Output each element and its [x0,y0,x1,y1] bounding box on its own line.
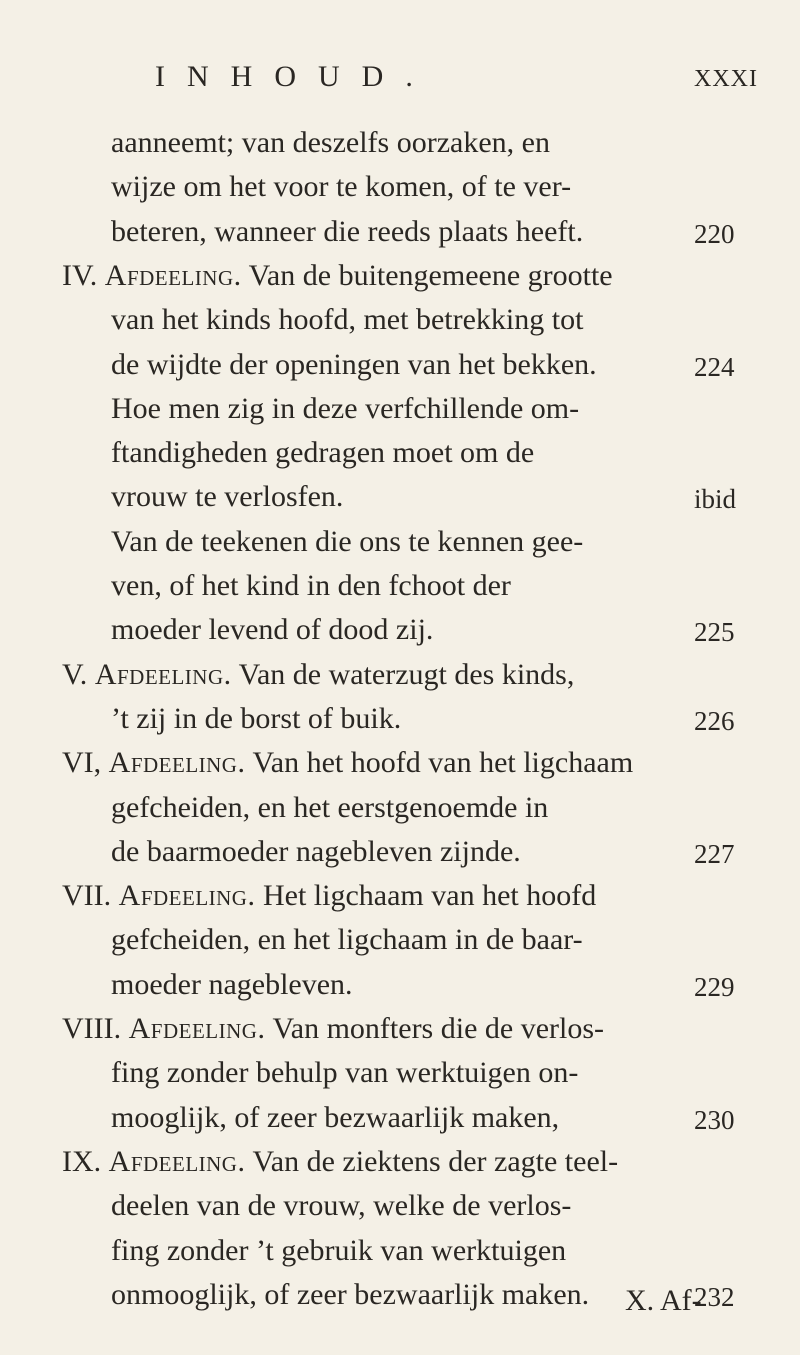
toc-line [111,571,511,601]
toc-line [62,261,613,291]
toc-line [111,1191,571,1221]
toc-page-number: 232 [694,1282,735,1312]
toc-line-text: aanneemt; van deszelfs oorzaken, en [111,126,550,159]
toc-line-text: ftandigheden gedragen moet om de [111,436,535,469]
toc-line-text: de wijdte der openingen van het bekken. [111,348,597,381]
toc-page-number: 229 [694,972,735,1002]
page-folio: XXXI [694,66,758,92]
toc-line-text: Van de buitengemeene grootte [248,259,613,292]
toc-line [111,793,548,823]
toc-line [111,837,521,867]
section-label: Afdeeling. [108,746,246,779]
toc-line [111,128,550,158]
toc-line-text: gefcheiden, en het ligchaam in de baar- [111,923,583,956]
toc-line-text: Van het hoofd van het ligchaam [252,746,634,779]
toc-page-number: ibid [694,484,737,514]
toc-line-text: Het ligchaam van het hoofd [262,879,597,912]
toc-line-text: van het kinds hoofd, met betrekking tot [111,303,584,336]
section-number: IV. [62,259,98,292]
toc-line [62,881,596,911]
toc-line [111,350,597,380]
toc-page-number: 226 [694,706,735,736]
toc-line [62,1014,604,1044]
toc-line-text: vrouw te verlosfen. [111,480,344,513]
catchword: X. Af- [625,1284,702,1317]
toc-line [111,704,401,734]
toc-line-text: fing zonder ’t gebruik van werktuigen [111,1234,567,1267]
toc-page-number: 220 [694,219,735,249]
toc-line [111,970,353,1000]
section-label: Afdeeling. [104,259,242,292]
toc-line-text: fing zonder behulp van werktuigen on- [111,1056,579,1089]
toc-line [111,394,579,424]
running-title: INHOUD. [155,60,435,93]
toc-line [111,925,583,955]
toc-line-text: de baarmoeder nagebleven zijnde. [111,835,521,868]
toc-line [111,1236,566,1266]
toc-line [62,748,633,778]
toc-line [111,1280,589,1310]
toc-line [111,217,583,247]
toc-line-text: Van de waterzugt des kinds, [238,658,575,691]
toc-line-text: Van monfters die de verlos- [272,1012,605,1045]
toc-page-number: 230 [694,1105,735,1135]
toc-line-text: ’t zij in de borst of buik. [111,702,402,735]
toc-line-text: ven, of het kind in den fchoot der [111,569,511,602]
toc-line [62,660,574,690]
toc-line [111,305,583,335]
toc-line [111,527,583,557]
toc-line-text: moeder nagebleven. [111,968,353,1001]
toc-line-text: gefcheiden, en het eerstgenoemde in [111,791,549,824]
toc-line-text: Hoe men zig in deze verfchillende om- [111,392,580,425]
section-label: Afdeeling. [108,1145,246,1178]
toc-line-text: Van de teekenen die ons te kennen gee- [111,525,584,558]
toc-page-number: 227 [694,839,735,869]
toc-line [111,615,433,645]
section-label: Afdeeling. [94,658,232,691]
toc-line [62,1147,618,1177]
toc-line-text: Van de ziektens der zagte teel- [252,1145,619,1178]
toc-line [111,1103,559,1133]
toc-line [111,438,534,468]
toc-line-text: onmooglijk, of zeer bezwaarlijk maken. [111,1278,590,1311]
toc-line [111,1058,578,1088]
toc-line-text: beteren, wanneer die reeds plaats heeft. [111,215,584,248]
section-number: VI, [62,746,102,779]
section-number: V. [62,658,88,691]
toc-page-number: 225 [694,617,735,647]
toc-line-text: wijze om het voor te komen, of te ver- [111,170,572,203]
toc-line [111,172,571,202]
toc-line-text: moeder levend of dood zij. [111,613,434,646]
toc-line [111,482,343,512]
toc-line-text: mooglijk, of zeer bezwaarlijk maken, [111,1101,560,1134]
toc-page-number: 224 [694,352,735,382]
section-label: Afdeeling. [128,1012,266,1045]
section-number: IX. [62,1145,102,1178]
section-label: Afdeeling. [118,879,256,912]
section-number: VII. [62,879,112,912]
toc-line-text: deelen van de vrouw, welke de verlos- [111,1189,572,1222]
section-number: VIII. [62,1012,122,1045]
